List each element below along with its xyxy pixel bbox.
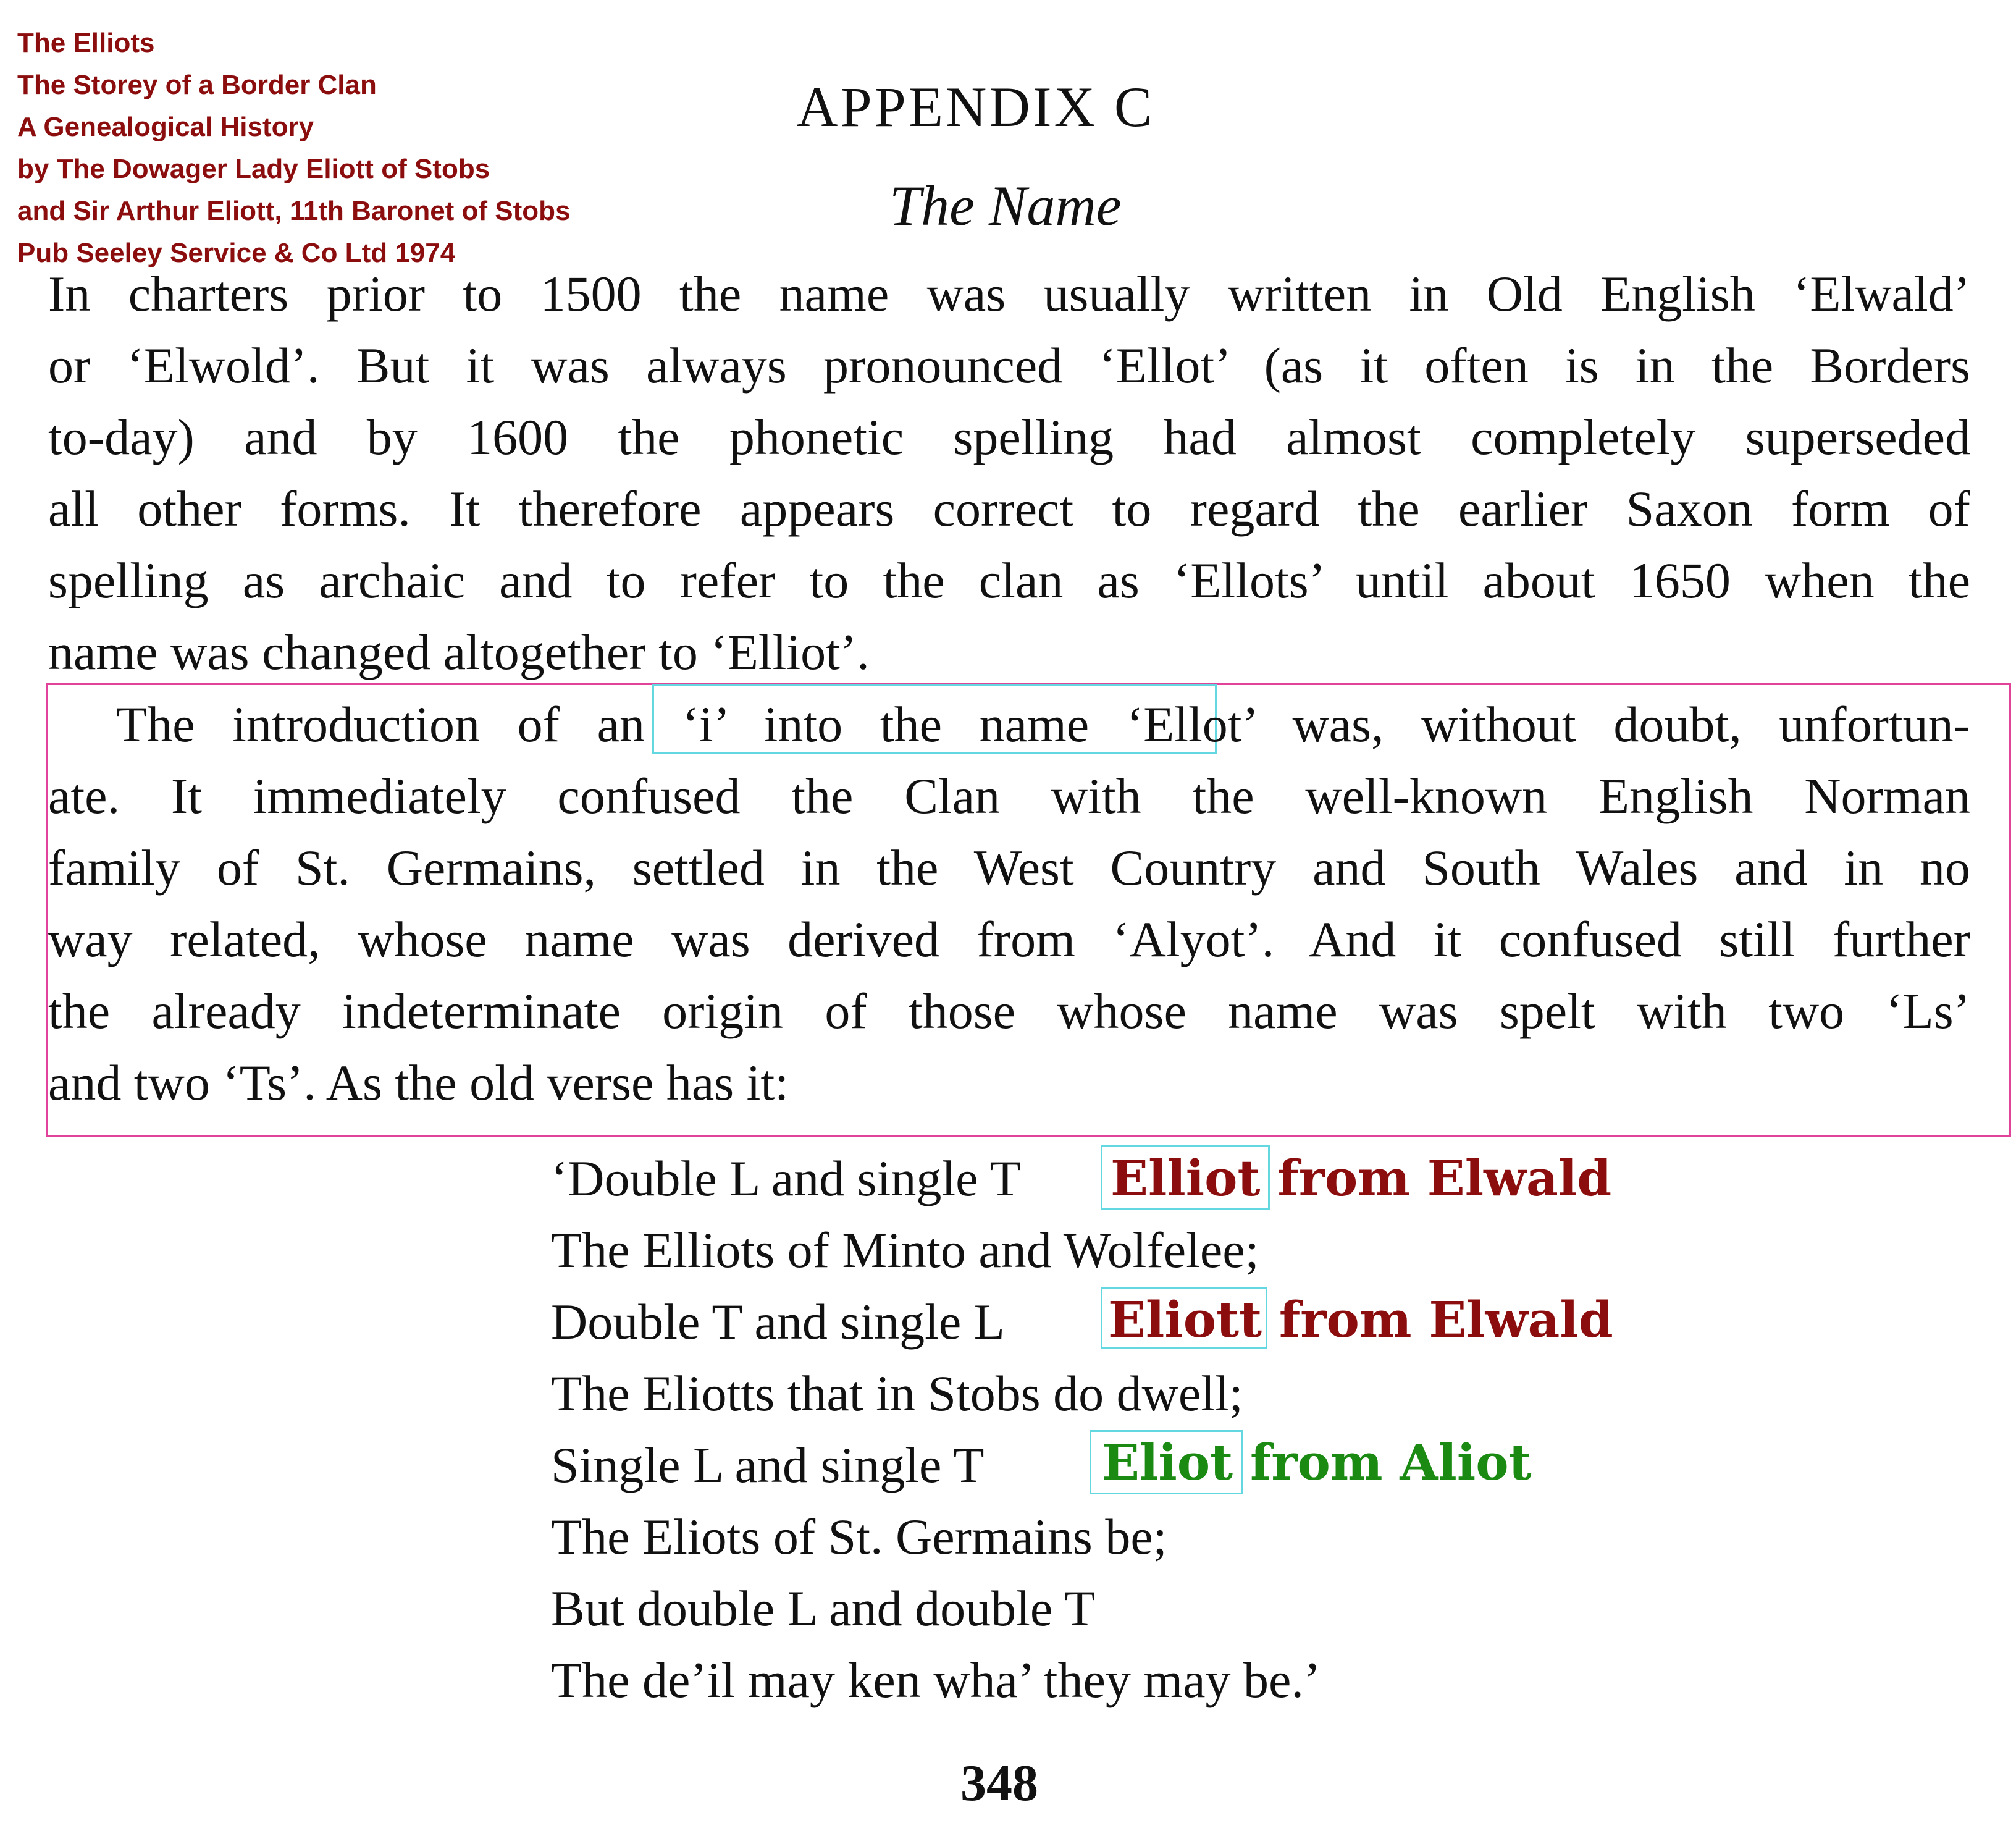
citation-line: and Sir Arthur Eliott, 11th Baronet of Stobs	[17, 196, 571, 226]
verse-line: The Eliotts that in Stobs do dwell;	[551, 1365, 1243, 1421]
verse-line: The de’il may ken wha’ they may be.’	[551, 1652, 1321, 1708]
annotation-name: Elliot	[1111, 1149, 1261, 1207]
citation-line: by The Dowager Lady Eliott of Stobs	[17, 154, 490, 184]
text-line: to-day) and by 1600 the phonetic spelling had almost completely superseded	[48, 409, 1970, 465]
page-number: 348	[960, 1754, 1038, 1812]
annotation-name: Eliot	[1102, 1433, 1233, 1491]
citation-line: The Storey of a Border Clan	[17, 70, 377, 100]
paragraph-2	[48, 689, 1970, 1119]
verse-line: Single L and single T	[551, 1437, 985, 1493]
annotation-source: from Elwald	[1279, 1290, 1613, 1349]
citation-line: The Elliots	[17, 28, 155, 58]
text-line: way related, whose name was derived from ‘Alyot’. And it confused still further	[48, 911, 1970, 967]
paragraph-1	[48, 258, 1970, 688]
text-line: spelling as archaic and to refer to the clan as ‘Ellots’ until about 1650 when the	[48, 552, 1970, 608]
text-line: name was changed altogether to ‘Elliot’.	[48, 624, 870, 680]
text-line: family of St. Germains, settled in the West Country and South Wales and in no	[48, 840, 1970, 896]
text-line: The introduction of an ‘i’ into the name ‘Ellot’ was, without doubt, unfortun-	[116, 696, 1970, 752]
text-line: and two ‘Ts’. As the old verse has it:	[48, 1055, 789, 1111]
verse	[551, 1143, 1321, 1716]
citation-line: Pub Seeley Service & Co Ltd 1974	[17, 238, 456, 268]
verse-line: But double L and double T	[551, 1580, 1096, 1636]
verse-line: Double T and single L	[551, 1294, 1005, 1350]
appendix-heading: APPENDIX C	[797, 75, 1155, 138]
text-line: all other forms. It therefore appears correct to regard the earlier Saxon form of	[48, 481, 1970, 537]
annotation-eliot	[1102, 1431, 1532, 1493]
text-line: or ‘Elwold’. But it was always pronounced ‘Ellot’ (as it often is in the Borders	[48, 337, 1970, 394]
annotation-eliott	[1108, 1289, 1613, 1350]
verse-line: ‘Double L and single T	[551, 1150, 1021, 1206]
citation-line: A Genealogical History	[17, 112, 314, 142]
source-citation	[17, 22, 571, 274]
verse-line: The Elliots of Minto and Wolfelee;	[551, 1222, 1259, 1278]
text-line: In charters prior to 1500 the name was usually written in Old English ‘Elwald’	[48, 266, 1970, 322]
annotation-elliot	[1111, 1147, 1611, 1209]
annotation-source: from Aliot	[1250, 1433, 1532, 1491]
section-heading: The Name	[889, 174, 1122, 237]
text-line: the already indeterminate origin of those whose name was spelt with two ‘Ls’	[48, 983, 1970, 1039]
text-line: ate. It immediately confused the Clan with the well-known English Norman	[48, 768, 1970, 824]
verse-line: The Eliots of St. Germains be;	[551, 1509, 1167, 1565]
annotation-name: Eliott	[1108, 1290, 1262, 1349]
annotation-source: from Elwald	[1277, 1149, 1612, 1207]
